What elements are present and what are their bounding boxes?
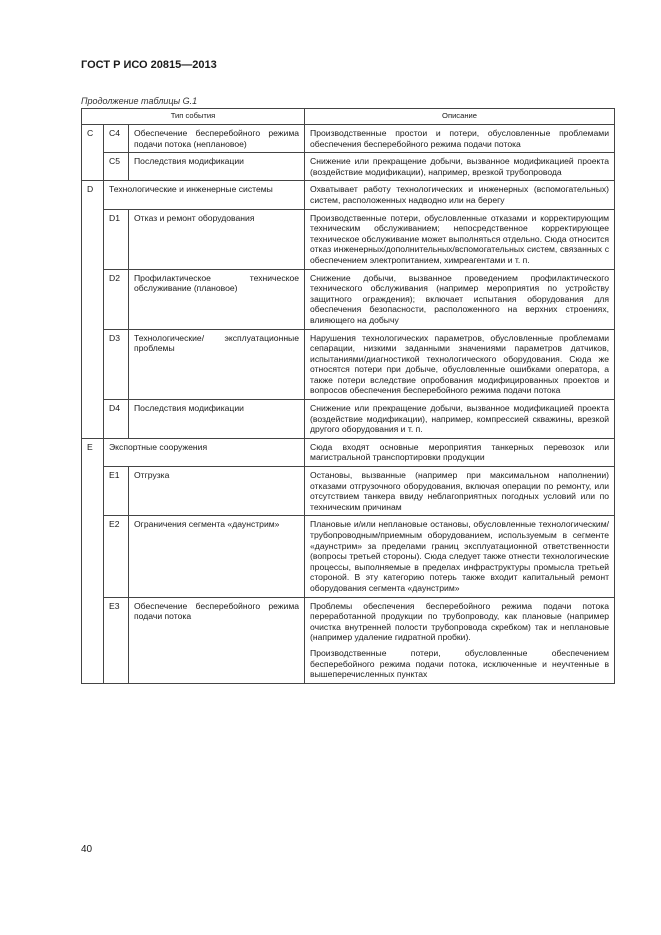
table-header-row [82, 109, 615, 125]
table-row [82, 125, 615, 153]
category-cell: D [82, 181, 104, 438]
description-paragraph: Плановые и/или неплановые остановы, обусловленные технологическим/трубопроводным/приемным оборудованием, используемым в сегменте «даунстрим» за пределами границ эксплуатационной ответственности (вопросы третьей стороны). Сюда следует также отнести технологические процессы, выполняемые в пределах инфраструктуры промысла третьей стороной. В эту категорию потерь также входит капитальный ремонт оборудования сегмента «даунстрим» [310, 519, 610, 593]
description-paragraph: Остановы, вызванные (например при максимальном наполнении) отказами отгрузочного оборудования, включая операции по ремонту, или отсутствием танкера ввиду неблагоприятных погодных условий или по техническим причинам [310, 470, 610, 512]
table-row [82, 209, 615, 269]
table-row [82, 438, 615, 466]
table-row [82, 516, 615, 597]
column-header-event-type: Тип события [82, 109, 305, 125]
subcode-cell: D4 [104, 400, 129, 439]
event-type-cell: Профилактическое техническое обслуживание (плановое) [129, 269, 305, 329]
page-number: 40 [81, 844, 93, 855]
description-paragraph: Производственные потери, обусловленные отказами и корректирующим техническим обслуживанием; непосредственное корректирующее техническое обслуживание может выполняться отдельно. Сюда относится отказ инженерных/дополнительных/вспомогательных систем, связанных с обеспечением электропитанием, химреагентами и т. п. [310, 212, 610, 265]
table-body [82, 125, 615, 684]
description-paragraph: Охватывает работу технологических и инженерных (вспомогательных) систем, расположенных надводно или на берегу [310, 184, 610, 205]
event-type-cell: Обеспечение бесперебойного режима подачи потока [129, 597, 305, 683]
description-cell [305, 400, 615, 439]
subcode-cell: D1 [104, 209, 129, 269]
description-cell [305, 153, 615, 181]
table-row [82, 153, 615, 181]
subcode-cell: E2 [104, 516, 129, 597]
table-row [82, 269, 615, 329]
description-paragraph: Снижение или прекращение добычи, вызванное модификацией проекта (воздействие модификации), например, врезкой трубопровода [310, 156, 610, 177]
category-cell: E [82, 438, 104, 683]
description-cell [305, 516, 615, 597]
column-header-description: Описание [305, 109, 615, 125]
table-row [82, 597, 615, 683]
event-type-cell: Технологические и инженерные системы [104, 181, 305, 209]
description-paragraph: Нарушения технологических параметров, обусловленные проблемами сепарации, низкими заданными значениями параметров датчиков, испытаниями/диагностикой технологического оборудования. Сюда же относятся потери при добыче, обусловленные ошибками оператора, а также потери вследствие опробования модифицированных проектов и вопросов обеспечения бесперебойного режима подачи потока [310, 332, 610, 396]
event-type-cell: Экспортные сооружения [104, 438, 305, 466]
subcode-cell: D3 [104, 329, 129, 400]
event-type-cell: Ограничения сегмента «даунстрим» [129, 516, 305, 597]
description-cell [305, 329, 615, 400]
description-cell [305, 467, 615, 516]
subcode-cell: D2 [104, 269, 129, 329]
table-row [82, 400, 615, 439]
event-type-cell: Обеспечение бесперебойного режима подачи потока (неплановое) [129, 125, 305, 153]
document-header: ГОСТ Р ИСО 20815—2013 [81, 59, 217, 71]
subcode-cell: C4 [104, 125, 129, 153]
table-row [82, 329, 615, 400]
description-paragraph: Снижение или прекращение добычи, вызванное модификацией проекта (воздействие модификации), например, компрессией скважины, врезкой другого оборудования и т. п. [310, 403, 610, 435]
event-type-cell: Последствия модификации [129, 153, 305, 181]
description-cell [305, 269, 615, 329]
description-paragraph: Производственные простои и потери, обусловленные проблемами обеспечения бесперебойного режима подачи потока [310, 128, 610, 149]
description-cell [305, 209, 615, 269]
subcode-cell: E1 [104, 467, 129, 516]
event-type-table [81, 108, 615, 684]
event-type-cell: Технологические/ эксплуатационные проблемы [129, 329, 305, 400]
description-cell [305, 438, 615, 466]
event-type-cell: Отказ и ремонт оборудования [129, 209, 305, 269]
table-row [82, 181, 615, 209]
table-caption: Продолжение таблицы G.1 [81, 96, 198, 106]
description-paragraph: Сюда входят основные мероприятия танкерных перевозок или магистральной транспортировки продукции [310, 441, 610, 463]
description-paragraph: Проблемы обеспечения бесперебойного режима подачи потока переработанной продукции по трубопроводу, как плановые (например очистка внутренней полости трубопровода скребком) так и неплановые (например удаление гидратной пробки). [310, 600, 610, 643]
subcode-cell: E3 [104, 597, 129, 683]
description-cell [305, 181, 615, 209]
event-type-cell: Отгрузка [129, 467, 305, 516]
subcode-cell: C5 [104, 153, 129, 181]
table-row [82, 467, 615, 516]
category-cell: C [82, 125, 104, 181]
description-cell [305, 125, 615, 153]
description-cell [305, 597, 615, 683]
description-paragraph: Снижение добычи, вызванное проведением профилактического технического обслуживания (например мероприятия по устройству защитного ограждения); включает испытания оборудования для обеспечения безопасности, расположенного на верхних строениях, влияющего на добычу [310, 272, 610, 325]
description-paragraph: Производственные потери, обусловленные обеспечением бесперебойного режима подачи потока, исключенные и неучтенные в вышеперечисленных пунктах [310, 647, 610, 680]
event-type-cell: Последствия модификации [129, 400, 305, 439]
